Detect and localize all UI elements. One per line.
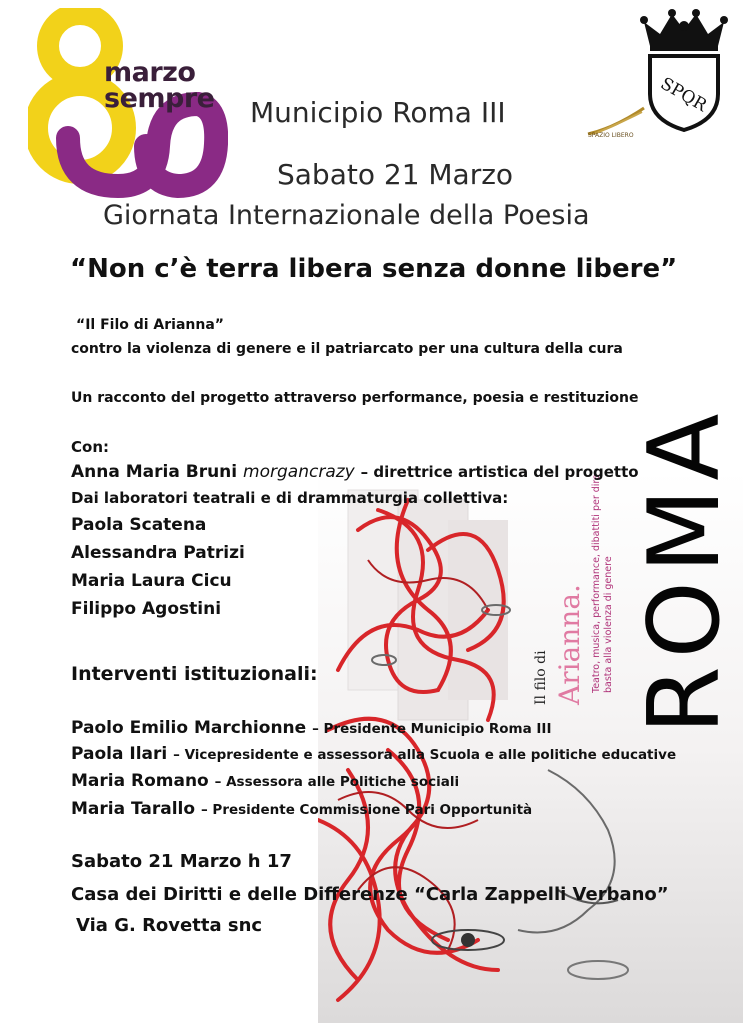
participant-item: Paola Scatena (71, 515, 207, 535)
intervento-role: – Presidente Commissione Pari Opportunità (200, 802, 533, 818)
spazio-libero-logo (584, 104, 648, 140)
intervento-item (71, 771, 459, 791)
event-address: Via G. Rovetta snc (76, 915, 263, 936)
director-name: Anna Maria Bruni (71, 462, 238, 482)
director-alias: morgancrazy (243, 462, 355, 482)
logo-loops-icon (68, 104, 216, 186)
project-subtitle: contro la violenza di genere e il patriarcato per una cultura della cura (71, 341, 623, 357)
director-role: – direttrice artistica del progetto (360, 463, 639, 481)
giornata-heading: Giornata Internazionale della Poesia (103, 200, 590, 231)
intervento-name: Paolo Emilio Marchionne (71, 718, 307, 738)
intervento-role: – Vicepresidente e assessora alla Scuola e alle politiche educative (173, 747, 677, 763)
director-line (71, 462, 639, 482)
poster-tagline-1: Teatro, musica, performance, dibattiti per dire (591, 474, 602, 693)
participant-item: Alessandra Patrizi (71, 543, 245, 563)
intervento-item (71, 744, 676, 764)
intervento-name: Maria Tarallo (71, 799, 196, 819)
con-label: Con: (71, 438, 109, 456)
participant-item: Maria Laura Cicu (71, 571, 232, 591)
intervento-item (71, 718, 551, 738)
quote-heading: “Non c’è terra libera senza donne libere” (70, 254, 678, 284)
spazio-libero-text: SPAZIO LIBERO (588, 132, 634, 139)
poster-roma (630, 380, 740, 760)
poster-il-filo-di: Il filo di (533, 650, 549, 705)
event-where: Casa dei Diritti e delle Differenze “Carla Zappelli Verbano” (71, 884, 669, 905)
logo-line-marzo: marzo (104, 57, 196, 88)
intervento-name: Maria Romano (71, 771, 209, 791)
poster-roma-text: ROMA (628, 405, 742, 735)
intervento-item (71, 799, 532, 819)
intervento-name: Paola Ilari (71, 744, 168, 764)
spqr-emblem-icon (636, 8, 732, 132)
logo-text (104, 57, 215, 114)
event-date-heading: Sabato 21 Marzo (277, 158, 514, 191)
poster-tagline-2: basta alla violenza di genere (603, 556, 614, 693)
project-title: “Il Filo di Arianna” (76, 317, 224, 333)
municipio-title: Municipio Roma III (250, 96, 506, 129)
event-when: Sabato 21 Marzo h 17 (71, 851, 292, 872)
poster-title-block (505, 474, 615, 715)
emblem-text: SPQR (656, 73, 711, 116)
interventi-label: Interventi istituzionali: (71, 663, 318, 685)
poster-arianna: Arianna. (553, 584, 586, 705)
intervento-role: – Assessora alle Politiche sociali (214, 774, 460, 790)
participant-item: Filippo Agostini (71, 599, 222, 619)
project-racconto: Un racconto del progetto attraverso performance, poesia e restituzione (71, 390, 639, 406)
intervento-role: – Presidente Municipio Roma III (312, 721, 552, 737)
logo-line-sempre: sempre (104, 83, 215, 114)
lab-label: Dai laboratori teatrali e di drammaturgia collettiva: (71, 489, 509, 507)
